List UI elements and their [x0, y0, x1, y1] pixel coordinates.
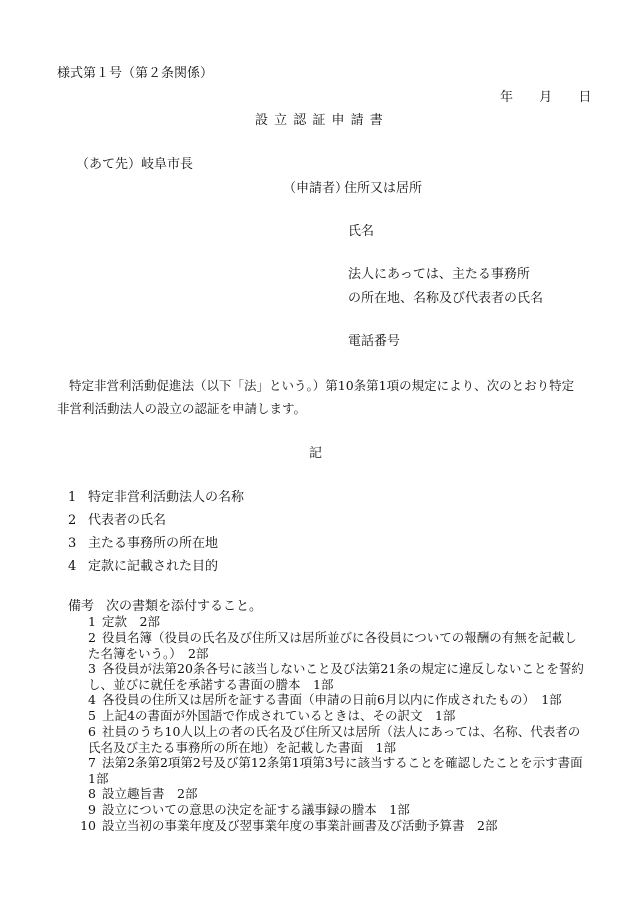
addressee: （あて先）岐阜市長 — [76, 157, 194, 172]
applicant-corp-line1: 法人にあっては、主たる事務所 — [348, 267, 530, 282]
note-number: 8 — [88, 786, 96, 801]
note-10 — [72, 818, 578, 834]
note-text-continued: た名簿をいう。） 2部 — [88, 646, 209, 661]
note-text: 設立当初の事業年度及び翌事業年度の事業計画書及び活動予算書 2部 — [102, 818, 498, 833]
note-text: 上記4の書面が外国語で作成されているときは、その訳文 1部 — [102, 708, 456, 723]
note-text: 法第2条第2項第2号及び第12条第1項第3号に該当することを確認したことを示す書面 — [102, 755, 583, 770]
item-number: 3 — [68, 536, 77, 551]
date-line — [500, 90, 591, 106]
note-number: 3 — [88, 661, 96, 676]
body-text-line2: 非営利活動法人の設立の認証を申請します。 — [57, 401, 307, 416]
note-number: 6 — [88, 724, 96, 739]
item-number: 1 — [68, 490, 77, 505]
note-text: 役員名簿（役員の氏名及び住所又は居所並びに各役員についての報酬の有無を記載し — [102, 630, 577, 645]
item-3 — [68, 536, 218, 552]
note-text: 社員のうち10人以上の者の氏名及び住所又は居所（法人にあっては、名称、代表者の — [102, 724, 581, 739]
note-number: 7 — [88, 755, 96, 770]
applicant-corp-line2: の所在地、名称及び代表者の氏名 — [348, 291, 544, 306]
item-text: 特定非営利活動法人の名称 — [88, 490, 245, 505]
remarks-lead: 次の書類を添付すること。 — [106, 599, 263, 614]
form-label: 様式第１号（第２条関係） — [57, 66, 214, 81]
item-2 — [68, 513, 166, 529]
item-number: 2 — [68, 513, 77, 528]
note-number: 4 — [88, 692, 96, 707]
note-7 — [72, 755, 583, 787]
date-year: 年 — [500, 90, 514, 105]
note-text: 定款 2部 — [102, 614, 160, 629]
body-text-line1: 特定非営利活動促進法（以下「法」という。）第10条第1項の規定により、次のとおり特定 — [69, 378, 575, 393]
note-4 — [72, 692, 578, 708]
ki-heading: 記 — [309, 446, 323, 461]
note-2 — [72, 630, 578, 662]
item-text: 代表者の氏名 — [88, 513, 167, 528]
applicant-phone-label: 電話番号 — [348, 334, 401, 349]
item-4 — [68, 559, 218, 575]
note-text-continued: 氏名及び主たる事務所の所在地）を記載した書面 1部 — [88, 740, 396, 755]
applicant-label: （申請者） — [283, 181, 349, 196]
remarks-header — [68, 599, 262, 615]
remarks-label: 備考 — [68, 599, 95, 614]
document-title: 設 立 認 証 申 請 書 — [255, 113, 384, 128]
item-text: 主たる事務所の所在地 — [88, 536, 219, 551]
item-number: 4 — [68, 559, 77, 574]
item-1 — [68, 490, 244, 506]
note-text-continued: し、並びに就任を承諾する書面の謄本 1部 — [88, 677, 334, 692]
note-number: 2 — [88, 630, 96, 645]
note-8 — [72, 786, 578, 802]
date-month: 月 — [539, 90, 553, 105]
note-1 — [72, 614, 578, 630]
note-text-continued: 1部 — [88, 771, 109, 786]
note-text: 各役員が法第20条各号に該当しないこと及び法第21条の規定に違反しないことを誓約 — [102, 661, 584, 676]
note-number: 10 — [80, 818, 96, 833]
note-5 — [72, 708, 578, 724]
note-text: 設立趣旨書 2部 — [102, 786, 198, 801]
note-number: 9 — [88, 802, 96, 817]
applicant-address-label: 住所又は居所 — [344, 181, 423, 196]
date-day: 日 — [578, 90, 592, 105]
note-6 — [72, 724, 581, 756]
note-number: 5 — [88, 708, 96, 723]
note-number: 1 — [88, 614, 96, 629]
item-text: 定款に記載された目的 — [88, 559, 219, 574]
note-text: 設立についての意思の決定を証する議事録の謄本 1部 — [102, 802, 410, 817]
note-text: 各役員の住所又は居所を証する書面（申請の日前6月以内に作成されたもの） 1部 — [102, 692, 562, 707]
applicant-name-label: 氏名 — [348, 224, 375, 239]
note-3 — [72, 661, 584, 693]
note-9 — [72, 802, 578, 818]
